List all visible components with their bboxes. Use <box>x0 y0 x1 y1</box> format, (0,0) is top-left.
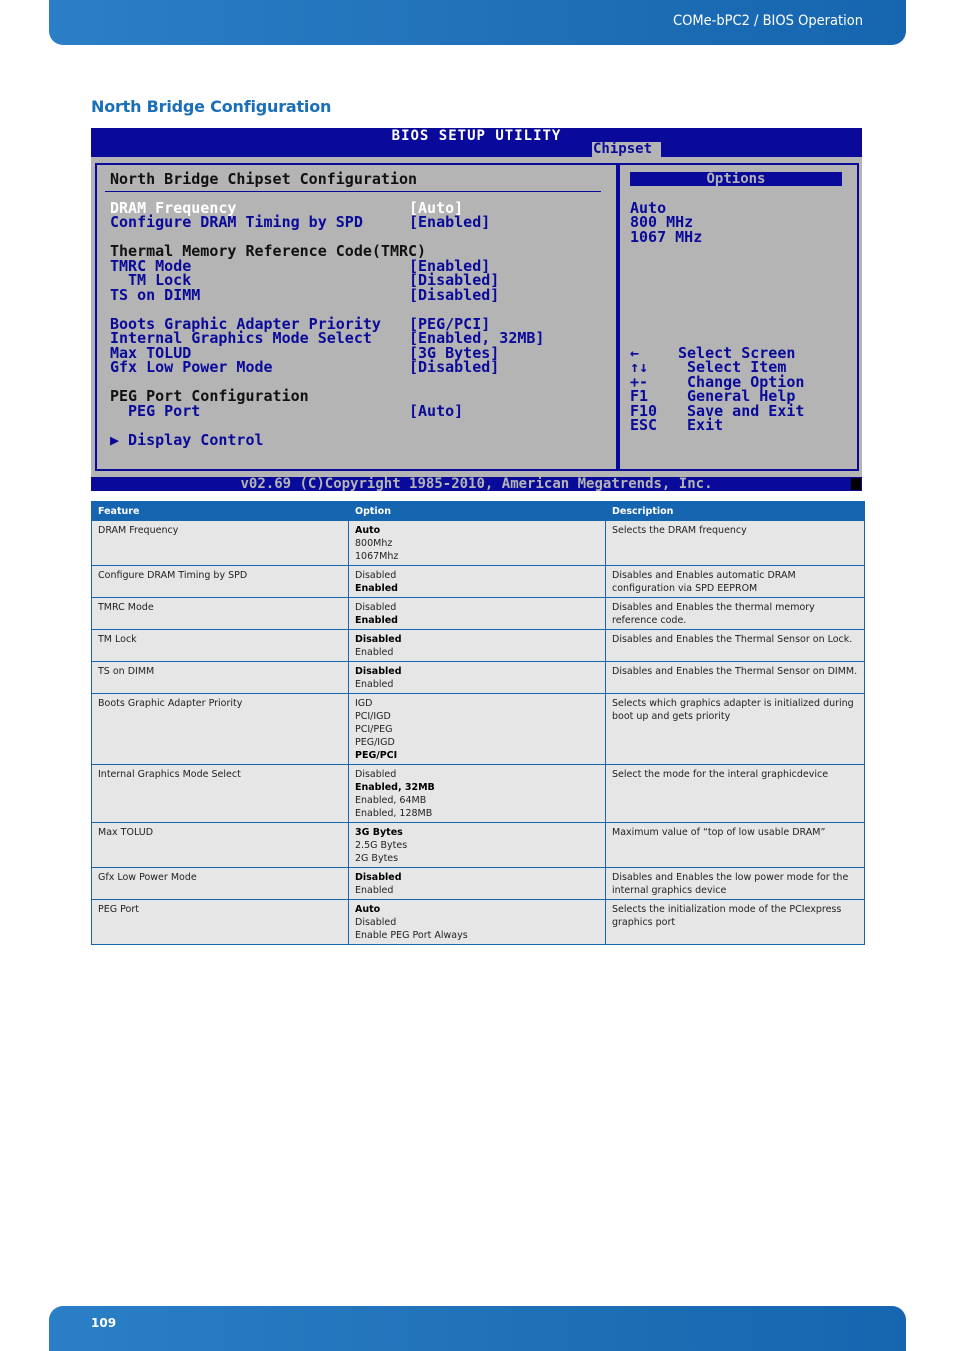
description-cell: Selects which graphics adapter is initialized during boot up and gets priority <box>606 694 865 765</box>
option-value: PCI/PEG <box>355 724 393 735</box>
feature-cell: Gfx Low Power Mode <box>92 868 349 900</box>
bios-item-value[interactable]: [Auto] <box>409 199 464 217</box>
option-value: IGD <box>355 698 373 709</box>
default-option: Disabled <box>355 666 402 677</box>
default-option: Auto <box>355 904 381 915</box>
help-text: Select Screen <box>678 344 796 362</box>
default-option: Disabled <box>355 872 402 883</box>
bios-item-label[interactable]: TMRC Mode <box>110 257 192 275</box>
option-value: Enabled <box>355 885 394 896</box>
bios-item-label[interactable]: Configure DRAM Timing by SPD <box>110 213 363 231</box>
bios-item-label[interactable]: TM Lock <box>119 271 192 289</box>
bios-submenu-display-control[interactable]: ▶ Display Control <box>110 431 264 449</box>
table-row <box>92 598 865 630</box>
option-value: Disabled <box>355 917 397 928</box>
option-cell <box>349 868 606 900</box>
default-option: Enabled, 32MB <box>355 782 435 793</box>
feature-cell: PEG Port <box>92 900 349 945</box>
option-cell <box>349 598 606 630</box>
table-row <box>92 823 865 868</box>
option-cell <box>349 694 606 765</box>
option-value: PEG/IGD <box>355 737 395 748</box>
feature-table <box>91 501 865 945</box>
bios-title: BIOS SETUP UTILITY <box>391 128 562 144</box>
option-cell <box>349 566 606 598</box>
key-f1: F1 <box>630 387 649 405</box>
help-text: Save and Exit <box>678 402 805 420</box>
default-option: Enabled <box>355 583 398 594</box>
default-option: PEG/PCI <box>355 750 398 761</box>
section-heading: North Bridge Configuration <box>91 97 332 116</box>
option-cell <box>349 823 606 868</box>
option-value: Enable PEG Port Always <box>355 930 468 941</box>
help-text: General Help <box>678 387 796 405</box>
bios-cursor-block <box>851 478 861 490</box>
option-value: Disabled <box>355 570 397 581</box>
key-esc: ESC <box>630 416 658 434</box>
bios-item-value[interactable]: [Enabled] <box>409 213 491 231</box>
table-body <box>92 521 865 945</box>
column-header-option: Option <box>349 502 606 521</box>
help-text: Exit <box>678 416 724 434</box>
default-option: Enabled <box>355 615 398 626</box>
description-cell: Disables and Enables the low power mode for the internal graphics device <box>606 868 865 900</box>
feature-cell: Configure DRAM Timing by SPD <box>92 566 349 598</box>
bios-item-value[interactable]: [3G Bytes] <box>409 344 500 362</box>
bios-item-label[interactable]: DRAM Frequency <box>110 199 237 217</box>
key-plus-minus: +- <box>630 373 649 391</box>
bios-group-label: PEG Port Configuration <box>110 387 309 405</box>
table-row <box>92 566 865 598</box>
bios-panel-title: North Bridge Chipset Configuration <box>110 170 418 188</box>
option-value: Enabled, 128MB <box>355 808 433 819</box>
key-left-arrow-icon: ← <box>630 344 640 362</box>
option-cell <box>349 765 606 823</box>
description-cell: Disables and Enables the Thermal Sensor on DIMM. <box>606 662 865 694</box>
description-cell: Maximum value of “top of low usable DRAM” <box>606 823 865 868</box>
option-value: 800Mhz <box>355 538 393 549</box>
option-value: 2.5G Bytes <box>355 840 408 851</box>
bios-item-label[interactable]: PEG Port <box>119 402 201 420</box>
bios-option[interactable]: 800 MHz <box>630 213 694 231</box>
feature-cell: Max TOLUD <box>92 823 349 868</box>
page-number: 109 <box>91 1316 117 1330</box>
bios-option[interactable]: Auto <box>630 199 667 217</box>
bios-item-value[interactable]: [Disabled] <box>409 271 500 289</box>
description-cell: Disables and Enables the thermal memory reference code. <box>606 598 865 630</box>
bios-item-value[interactable]: [PEG/PCI] <box>409 315 491 333</box>
option-cell <box>349 900 606 945</box>
bios-item-value[interactable]: [Enabled] <box>409 257 491 275</box>
bios-item-value[interactable]: [Enabled, 32MB] <box>409 329 545 347</box>
bios-item-label[interactable]: TS on DIMM <box>110 286 201 304</box>
bios-item-label[interactable]: Internal Graphics Mode Select <box>110 329 372 347</box>
footer-band <box>49 1306 906 1351</box>
feature-cell: TM Lock <box>92 630 349 662</box>
column-header-description: Description <box>606 502 865 521</box>
bios-item-label[interactable]: Gfx Low Power Mode <box>110 358 273 376</box>
option-value: Enabled <box>355 647 394 658</box>
bios-item-value[interactable]: [Disabled] <box>409 358 500 376</box>
table-row <box>92 900 865 945</box>
key-up-down-arrows-icon: ↑↓ <box>630 358 649 376</box>
bios-option[interactable]: 1067 MHz <box>630 228 703 246</box>
table-row <box>92 765 865 823</box>
feature-cell: TMRC Mode <box>92 598 349 630</box>
option-cell <box>349 521 606 566</box>
default-option: Auto <box>355 525 381 536</box>
table-row <box>92 521 865 566</box>
table-row <box>92 868 865 900</box>
default-option: 3G Bytes <box>355 827 403 838</box>
column-header-feature: Feature <box>92 502 349 521</box>
bios-item-label[interactable]: Boots Graphic Adapter Priority <box>110 315 381 333</box>
bios-divider <box>105 191 601 192</box>
help-text: Change Option <box>678 373 805 391</box>
option-value: 1067Mhz <box>355 551 399 562</box>
option-value: PCI/IGD <box>355 711 391 722</box>
option-cell <box>349 630 606 662</box>
feature-cell: Internal Graphics Mode Select <box>92 765 349 823</box>
bios-group-label: Thermal Memory Reference Code(TMRC) <box>110 242 427 260</box>
default-option: Disabled <box>355 634 402 645</box>
key-f10: F10 <box>630 402 658 420</box>
bios-item-label[interactable]: Max TOLUD <box>110 344 192 362</box>
bios-item-value[interactable]: [Disabled] <box>409 286 500 304</box>
bios-screenshot <box>91 128 862 491</box>
description-cell: Selects the DRAM frequency <box>606 521 865 566</box>
feature-cell: DRAM Frequency <box>92 521 349 566</box>
option-value: 2G Bytes <box>355 853 399 864</box>
option-cell <box>349 662 606 694</box>
header-band <box>49 0 906 45</box>
bios-item-value[interactable]: [Auto] <box>409 402 464 420</box>
bios-copyright: v02.69 (C)Copyright 1985-2010, American Megatrends, Inc. <box>240 476 713 492</box>
header-title: COMe-bPC2 / BIOS Operation <box>672 13 863 29</box>
option-value: Disabled <box>355 602 397 613</box>
description-cell: Disables and Enables automatic DRAM configuration via SPD EEPROM <box>606 566 865 598</box>
feature-cell: TS on DIMM <box>92 662 349 694</box>
table-row <box>92 694 865 765</box>
option-value: Enabled, 64MB <box>355 795 427 806</box>
feature-cell: Boots Graphic Adapter Priority <box>92 694 349 765</box>
option-value: Enabled <box>355 679 394 690</box>
table-row <box>92 662 865 694</box>
description-cell: Selects the initialization mode of the PCIexpress graphics port <box>606 900 865 945</box>
help-text: Select Item <box>678 358 787 376</box>
table-header-row <box>92 502 865 521</box>
bios-tab-chipset[interactable]: Chipset <box>592 142 661 157</box>
description-cell: Disables and Enables the Thermal Sensor on Lock. <box>606 630 865 662</box>
description-cell: Select the mode for the interal graphicdevice <box>606 765 865 823</box>
table-row <box>92 630 865 662</box>
bios-options-header: Options <box>630 172 842 186</box>
option-value: Disabled <box>355 769 397 780</box>
